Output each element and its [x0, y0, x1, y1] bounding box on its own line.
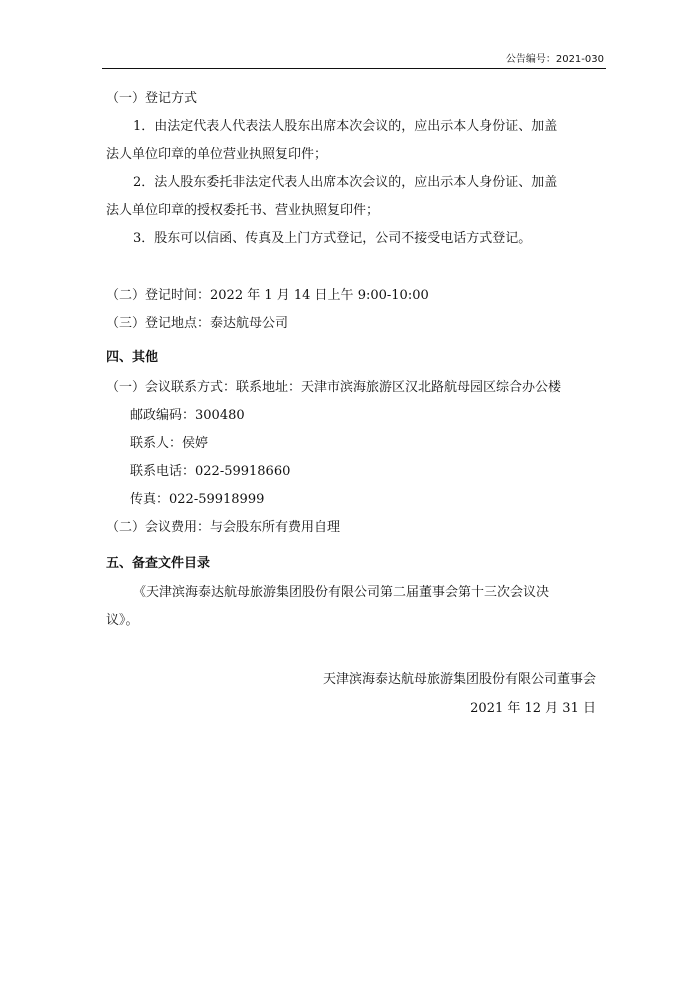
- registration-place: （三）登记地点：泰达航母公司: [106, 316, 289, 331]
- meeting-fees: （二）会议费用：与会股东所有费用自理: [106, 520, 341, 535]
- registration-method-title: （一）登记方式: [106, 91, 198, 106]
- section5-heading: 五、备查文件目录: [106, 556, 211, 571]
- item2-line2: 法人单位印章的授权委托书、营业执照复印件；: [106, 203, 380, 218]
- contact-address: （一）会议联系方式：联系地址：天津市滨海旅游区汉北路航母园区综合办公楼: [106, 380, 562, 395]
- item1-line1: 1．由法定代表人代表法人股东出席本次会议的，应出示本人身份证、加盖: [133, 119, 558, 134]
- item2-line1: 2．法人股东委托非法定代表人出席本次会议的，应出示本人身份证、加盖: [133, 175, 558, 190]
- contact-phone: 联系电话：022-59918660: [130, 464, 291, 479]
- item3: 3．股东可以信函、传真及上门方式登记，公司不接受电话方式登记。: [133, 231, 532, 246]
- registration-time: （二）登记时间：2022 年 1 月 14 日上午 9:00-10:00: [106, 288, 429, 303]
- signature-company: 天津滨海泰达航母旅游集团股份有限公司董事会: [322, 672, 596, 687]
- contact-person: 联系人：侯婷: [130, 436, 209, 451]
- reference-doc-line1: 《天津滨海泰达航母旅游集团股份有限公司第二届董事会第十三次会议决: [133, 585, 550, 600]
- header-divider: [102, 68, 606, 69]
- contact-fax: 传真：022-59918999: [130, 492, 265, 507]
- section4-heading: 四、其他: [106, 350, 159, 365]
- item1-line2: 法人单位印章的单位营业执照复印件；: [106, 147, 328, 162]
- reference-doc-line2: 议》。: [106, 613, 139, 628]
- notice-number: 公告编号：2021-030: [505, 54, 604, 65]
- signature-date: 2021 年 12 月 31 日: [470, 701, 596, 716]
- postcode: 邮政编码：300480: [130, 408, 245, 423]
